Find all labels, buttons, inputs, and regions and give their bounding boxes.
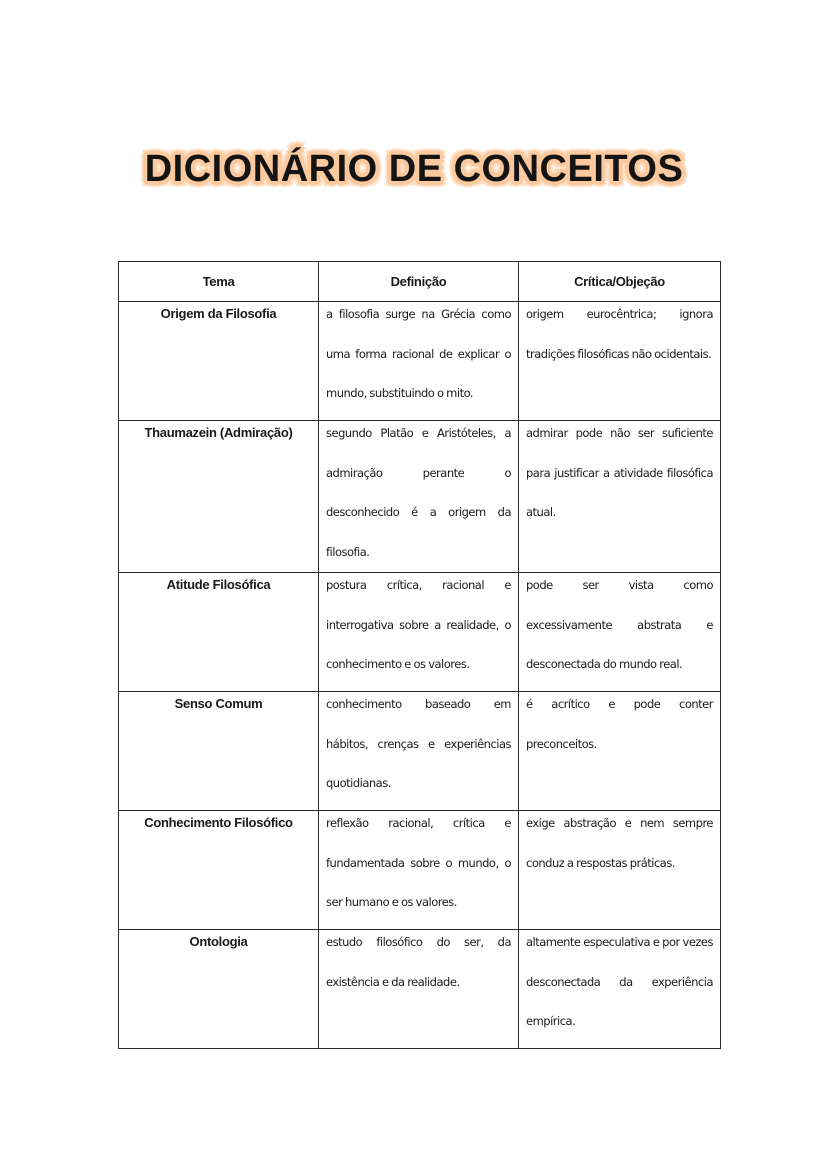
table-row <box>119 302 721 421</box>
cell-critica <box>519 811 721 930</box>
header-tema: Tema <box>119 262 319 302</box>
cell-definicao <box>319 302 519 421</box>
cell-tema: Ontologia <box>119 930 319 1049</box>
definicao-text: a filosofia surge na Grécia como uma forma racional de explicar o mundo, substituindo o mito. <box>326 307 511 400</box>
cell-critica <box>519 930 721 1049</box>
definicao-text: reflexão racional, crítica e fundamentada sobre o mundo, o ser humano e os valores. <box>326 816 511 909</box>
cell-definicao <box>319 930 519 1049</box>
cell-tema: Origem da Filosofia <box>119 302 319 421</box>
table-row <box>119 421 721 573</box>
concept-table <box>118 261 721 1049</box>
header-critica: Crítica/Objeção <box>519 262 721 302</box>
cell-tema: Thaumazein (Admiração) <box>119 421 319 573</box>
critica-text: admirar pode não ser suficiente para justificar a atividade filosófica atual. <box>526 426 713 519</box>
cell-critica <box>519 421 721 573</box>
cell-definicao <box>319 421 519 573</box>
critica-text: exige abstração e nem sempre conduz a respostas práticas. <box>526 816 713 870</box>
cell-definicao <box>319 573 519 692</box>
table-row <box>119 930 721 1049</box>
critica-text: altamente especulativa e por vezes desconectada da experiência empírica. <box>526 935 713 1028</box>
critica-text: é acrítico e pode conter preconceitos. <box>526 697 713 751</box>
cell-tema: Atitude Filosófica <box>119 573 319 692</box>
critica-text: pode ser vista como excessivamente abstrata e desconectada do mundo real. <box>526 578 713 671</box>
table-row <box>119 692 721 811</box>
cell-tema: Senso Comum <box>119 692 319 811</box>
table-row <box>119 573 721 692</box>
definicao-text: segundo Platão e Aristóteles, a admiração perante o desconhecido é a origem da filosofia. <box>326 426 511 559</box>
cell-critica <box>519 573 721 692</box>
cell-critica <box>519 302 721 421</box>
cell-definicao <box>319 692 519 811</box>
definicao-text: conhecimento baseado em hábitos, crenças e experiências quotidianas. <box>326 697 511 790</box>
page-title: DICIONÁRIO DE CONCEITOS <box>144 148 684 190</box>
cell-definicao <box>319 811 519 930</box>
critica-text: origem eurocêntrica; ignora tradições filosóficas não ocidentais. <box>526 307 713 361</box>
cell-tema: Conhecimento Filosófico <box>119 811 319 930</box>
definicao-text: postura crítica, racional e interrogativa sobre a realidade, o conhecimento e os valores. <box>326 578 511 671</box>
definicao-text: estudo filosófico do ser, da existência e da realidade. <box>326 935 511 989</box>
cell-critica <box>519 692 721 811</box>
header-definicao: Definição <box>319 262 519 302</box>
table-row <box>119 811 721 930</box>
